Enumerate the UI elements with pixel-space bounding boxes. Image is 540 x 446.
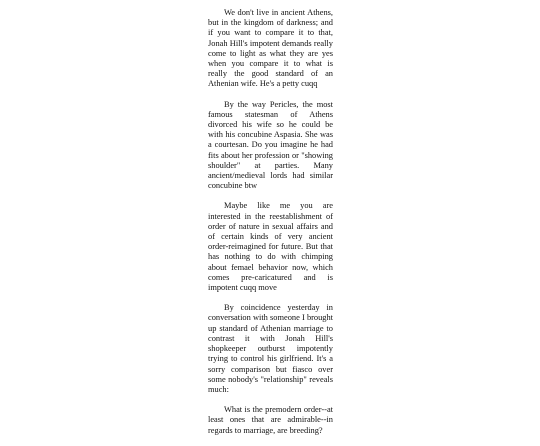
paragraph-4: By coincidence yesterday in conversation with someone I brought up standard of Athenian marriage to contrast it with Jonah Hill's shopkeeper outburst impotently trying to control his girlfriend. It's a sorry comparison but fiasco over some nobody's "relationship" reveals much: <box>208 303 333 394</box>
paragraph-5: What is the premodern order--at least ones that are admirable--in regards to marriage, are breeding? <box>208 405 333 435</box>
paragraph-2: By the way Pericles, the most famous statesman of Athens divorced his wife so he could be with his concubine Aspasia. She was a courtesan. Do you imagine he had fits about her profession or "showing shoulder" at parties. Many ancient/medieval lords had similar concubine btw <box>208 99 333 191</box>
paragraph-3: Maybe like me you are interested in the reestablishment of order of nature in sexual affairs and of certain kinds of very ancient order-reimagined for future. But that has nothing to do with chimping about femael behavior now, which comes pre-caricatured and is impotent cuqq move <box>208 201 333 293</box>
paragraph-1: We don't live in ancient Athens, but in the kingdom of darkness; and if you want to compare it to that, Jonah Hill's impotent demands really come to light as what they are yes when you compare it to what is really the good standard of an Athenian wife. He's a petty cuqq <box>208 8 333 89</box>
article-text-column <box>208 8 333 446</box>
